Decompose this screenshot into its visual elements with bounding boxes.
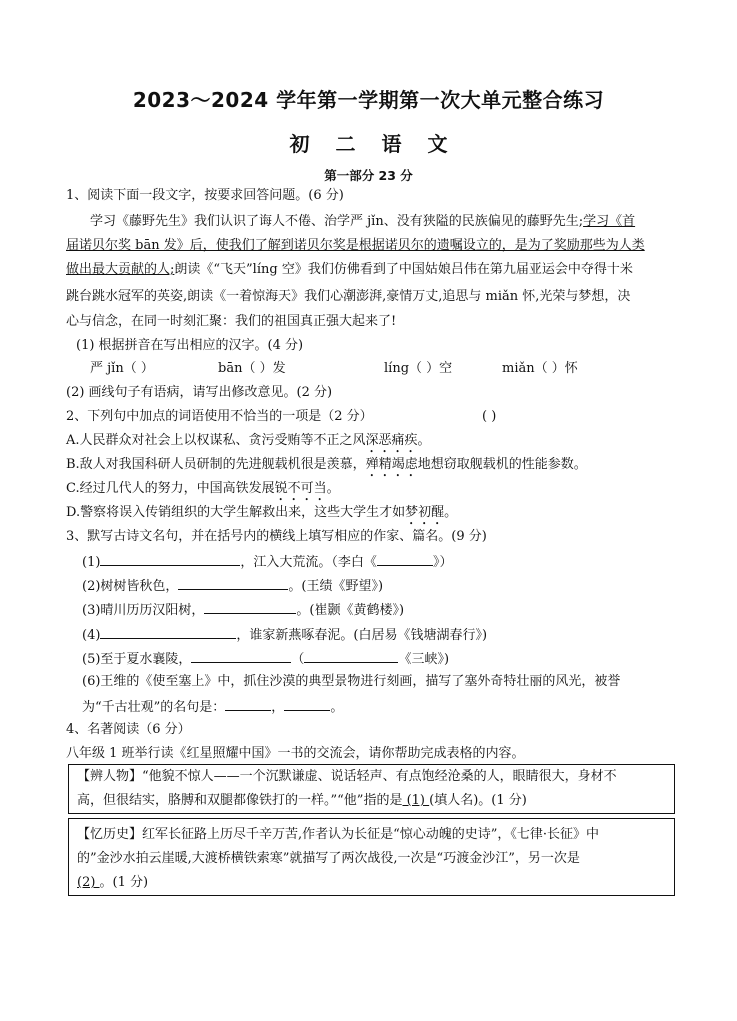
- q1-passage-line-4: 跳台跳水冠军的英姿,朗读《一着惊海天》我们心潮澎湃,豪情万丈,追思与 miǎn 怀,光荣与梦想，决: [66, 289, 631, 304]
- q1-underlined-sentence: 做出最大贡献的人;: [66, 262, 175, 277]
- q1-subquestion-1: (1) 根据拼音在写出相应的汉字。(4 分): [76, 338, 304, 353]
- q1-passage-line-5: 心与信念，在同一时刻汇聚：我们的祖国真正强大起来了!: [66, 314, 397, 329]
- line-text: (1): [82, 555, 101, 570]
- option-text: 。: [326, 481, 340, 496]
- q4-table-row-1: [68, 764, 675, 814]
- q1-passage-text: 朗读《“飞天”líng 空》我们仿佛看到了中国姑娘吕伟在第九届亚运会中夺得十米: [174, 262, 633, 277]
- q3-line-4: [82, 625, 692, 645]
- q3-line-2: [82, 576, 692, 596]
- row-text: [77, 792, 527, 810]
- q1-passage-line-2: [66, 237, 676, 255]
- line-text: 《三峡》): [398, 652, 450, 667]
- q3-heading: 3、默写古诗文名句，并在括号内的横线上填写相应的作家、篇名。(9 分): [66, 529, 487, 544]
- line-text: ，: [271, 700, 285, 715]
- answer-blank[interactable]: [304, 649, 398, 663]
- q2-heading-text: 2、下列句中加点的词语使用不恰当的一项是（2 分）: [66, 409, 373, 424]
- pinyin-item: miǎn（ ）怀: [502, 361, 578, 376]
- line-text: 。: [330, 700, 344, 715]
- answer-blank[interactable]: [178, 576, 288, 590]
- q2-option-d: [66, 504, 676, 528]
- option-text: 。: [444, 505, 458, 520]
- row-text: 的”金沙水拍云崖暖,大渡桥横铁索寒”就描写了两次战役,一次是“巧渡金沙江”，另一次是: [77, 851, 580, 866]
- line-text: （: [291, 652, 305, 667]
- line-text: (3)晴川历历汉阳树，: [82, 603, 205, 618]
- line-text: (4): [82, 628, 101, 643]
- q1-passage-line-3: [66, 261, 676, 279]
- q2-option-c: [66, 480, 676, 504]
- q4-intro: 八年级 1 班举行读《红星照耀中国》一书的交流会，请你帮助完成表格的内容。: [66, 746, 525, 761]
- q3-line-6: (6)王维的《使至塞上》中，抓住沙漠的典型景物进行刻画，描写了塞外奇特壮丽的风光，被誉: [82, 674, 621, 689]
- q1-underlined-sentence: 学习《首: [583, 214, 636, 229]
- answer-blank[interactable]: [225, 697, 271, 711]
- q1-heading: 1、阅读下面一段文字，按要求回答问题。(6 分): [66, 188, 344, 203]
- line-text: 。(崔颢《黄鹤楼》): [296, 603, 405, 618]
- pinyin-item: líng（ ）空: [384, 361, 453, 376]
- q4-heading: 4、名著阅读（6 分）: [66, 722, 191, 737]
- answer-blank-1[interactable]: (1): [402, 793, 430, 808]
- row-text-part: 高，但很结实，胳膊和双腿都像铁打的一样。”“他”指的是: [77, 793, 403, 808]
- q3-line-1: [82, 552, 692, 572]
- dotted-word: 锐不可当: [274, 481, 327, 496]
- dotted-word: 殚精竭虑: [365, 457, 418, 472]
- row-text-part: 。(1 分): [99, 875, 149, 890]
- answer-blank-2[interactable]: (2): [77, 875, 100, 890]
- pinyin-item: 严 jǐn（ ）: [90, 361, 154, 376]
- row-text-part: (填人名)。(1 分): [429, 793, 527, 808]
- exam-subtitle: 初二语文: [289, 132, 474, 156]
- q1-passage-line-1: [90, 213, 680, 231]
- answer-blank[interactable]: [191, 649, 291, 663]
- row-text: [77, 874, 148, 892]
- answer-blank[interactable]: [204, 600, 296, 614]
- q3-line-5: [82, 649, 692, 669]
- line-text: 》）: [432, 555, 453, 570]
- q1-underlined-sentence: 届诺贝尔奖 bān 发》后，使我们了解到诺贝尔奖是根据诺贝尔的遗嘱设立的，是为了奖励那些为人类: [66, 238, 645, 253]
- answer-blank[interactable]: [100, 625, 236, 639]
- option-text: C.经过几代人的努力，中国高铁发展: [66, 481, 275, 496]
- q2-heading: [66, 408, 676, 426]
- line-text: 。(王绩《野望》): [288, 579, 384, 594]
- q3-line-3: [82, 600, 692, 620]
- option-text: 。: [417, 433, 431, 448]
- row-text: 【辨人物】“他貌不惊人——一个沉默谦虚、说话轻声、有点饱经沧桑的人，眼睛很大，身材不: [77, 769, 617, 784]
- answer-blank[interactable]: [284, 697, 330, 711]
- dotted-word: 深恶痛疾: [365, 433, 418, 448]
- option-text: D.警察将误入传销组织的大学生解救出来，这些大学生才如: [66, 505, 406, 520]
- q2-option-b: [66, 456, 676, 480]
- q3-line-6b: [82, 697, 692, 717]
- q2-answer-paren: ( ): [482, 409, 497, 424]
- q4-table-row-2: [68, 818, 675, 896]
- line-text: 为“千古壮观”的名句是：: [82, 700, 226, 715]
- line-text: (5)至于夏水襄陵，: [82, 652, 192, 667]
- q1-subquestion-2: (2) 画线句子有语病，请写出修改意见。(2 分): [66, 385, 333, 400]
- option-text: A.人民群众对社会上以权谋私、贪污受贿等不正之风: [66, 433, 366, 448]
- q1-passage-text: 学习《藤野先生》我们认识了诲人不倦、治学严 jǐn、没有狭隘的民族偏见的藤野先生;: [90, 214, 584, 229]
- dotted-word: 梦初醒: [405, 505, 445, 520]
- exam-title: 2023～2024 学年第一学期第一次大单元整合练习: [132, 88, 605, 112]
- option-text: B.敌人对我国科研人员研制的先进舰载机很是羡慕，: [66, 457, 366, 472]
- q2-option-a: [66, 432, 676, 456]
- row-text: 【忆历史】红军长征路上历尽千辛万苦,作者认为长征是“惊心动魄的史诗”，《七律·长征》中: [77, 827, 600, 842]
- section-heading: 第一部分 23 分: [324, 168, 413, 183]
- line-text: ，谁家新燕啄春泥。(白居易《钱塘湖春行》): [236, 628, 488, 643]
- option-text: 地想窃取舰载机的性能参数。: [417, 457, 587, 472]
- line-text: (2)树树皆秋色，: [82, 579, 179, 594]
- pinyin-item: bān（ ）发: [218, 361, 286, 376]
- answer-blank[interactable]: [377, 552, 433, 566]
- answer-blank[interactable]: [100, 552, 240, 566]
- line-text: ，江入大荒流。（李白《: [240, 555, 377, 570]
